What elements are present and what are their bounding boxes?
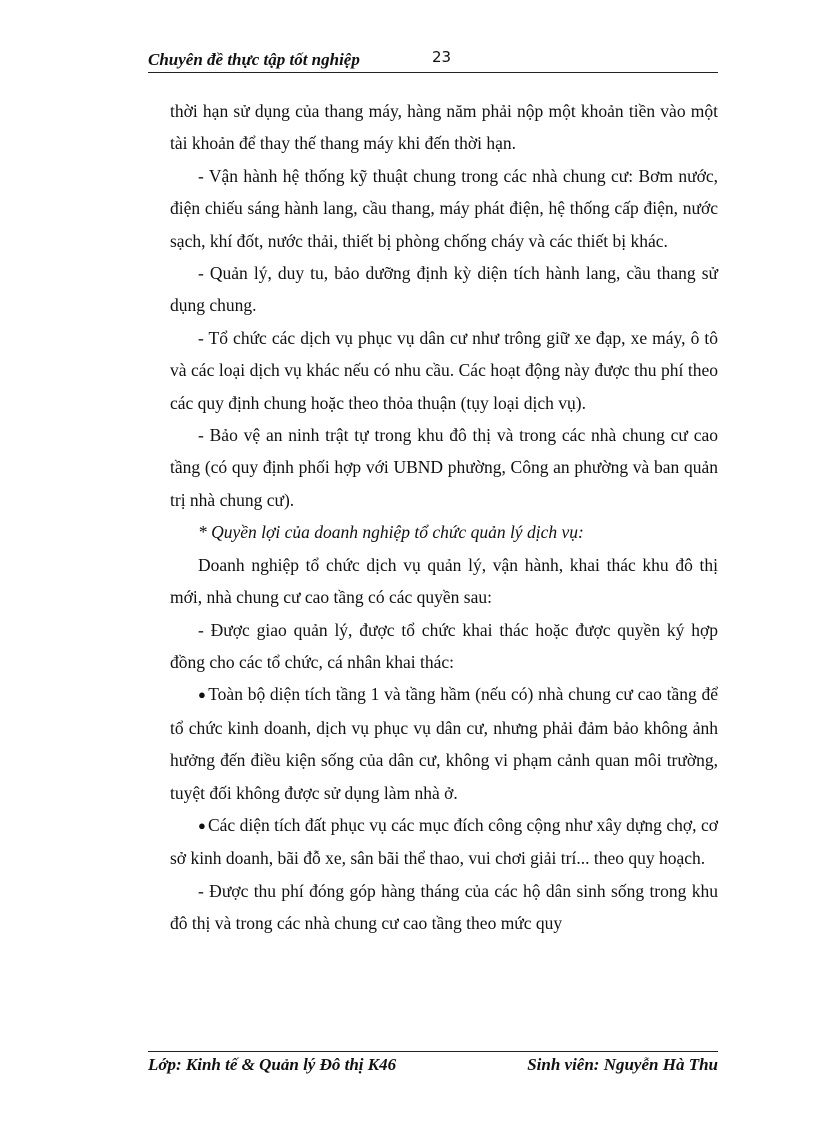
paragraph-services: - Tổ chức các dịch vụ phục vụ dân cư như trông giữ xe đạp, xe máy, ô tô và các loại dịch vụ khác nếu có nhu cầu. Các hoạt động này được thu phí theo các quy định chung hoặc theo thỏa thuận (tụy loại dịch vụ). (170, 327, 718, 413)
paragraph-security: - Bảo vệ an ninh trật tự trong khu đô thị và trong các nhà chung cư cao tầng (có quy định phối hợp với UBND phường, Công an phường và ban quản trị nhà chung cư). (170, 425, 718, 510)
paragraph-operation: - Vận hành hệ thống kỹ thuật chung trong các nhà chung cư: Bơm nước, điện chiếu sáng hành lang, cầu thang, máy phát điện, hệ thống cấp điện, nước sạch, khí đốt, nước thải, thiết bị phòng chống cháy và các thiết bị khác. (170, 165, 718, 251)
paragraph-fees: - Được thu phí đóng góp hàng tháng của các hộ dân sinh sống trong khu đô thị và trong các nhà chung cư cao tầng theo mức quy (170, 880, 718, 934)
page-footer (148, 1051, 718, 1078)
paragraph-maintenance: - Quản lý, duy tu, bảo dưỡng định kỳ diện tích hành lang, cầu thang sử dụng chung. (170, 263, 718, 316)
bullet-item-ground-floor (170, 678, 718, 809)
bullet-item-public-land (170, 809, 718, 875)
page-header (148, 48, 718, 73)
footer-student: Sinh viên: Nguyễn Hà Thu (527, 1055, 718, 1074)
bullet-icon: ● (198, 817, 206, 833)
bullet-text: Các diện tích đất phục vụ các mục đích công cộng như xây dựng chợ, cơ sở kinh doanh, bãi đỗ xe, sân bãi thể thao, vui chơi giải trí... theo quy hoạch. (170, 814, 718, 869)
paragraph-rights-intro: Doanh nghiệp tổ chức dịch vụ quản lý, vận hành, khai thác khu đô thị mới, nhà chung cư cao tầng có các quyền sau: (170, 554, 718, 608)
section-heading-rights: * Quyền lợi của doanh nghiệp tổ chức quản lý dịch vụ: (198, 522, 584, 543)
paragraph-assigned: - Được giao quản lý, được tổ chức khai thác hoặc được quyền ký hợp đồng cho các tổ chức, cá nhân khai thác: (170, 619, 718, 672)
bullet-icon: ● (198, 687, 207, 703)
bullet-text: Toàn bộ diện tích tầng 1 và tầng hầm (nếu có) nhà chung cư cao tầng để tổ chức kinh doanh, dịch vụ phục vụ dân cư, nhưng phải đảm bảo không ảnh hưởng đến điều kiện sống của dân cư, không vi phạm cảnh quan môi trường, tuyệt đối không được sử dụng làm nhà ở. (170, 684, 718, 803)
header-title: Chuyên đề thực tập tốt nghiệp (148, 50, 360, 69)
footer-class: Lớp: Kinh tế & Quản lý Đô thị K46 (148, 1055, 397, 1074)
paragraph-continuation: thời hạn sử dụng của thang máy, hàng năm phải nộp một khoản tiền vào một tài khoản để thay thế thang máy khi đến thời hạn. (170, 101, 718, 154)
page-number: 23 (432, 48, 452, 66)
document-body (170, 95, 718, 940)
